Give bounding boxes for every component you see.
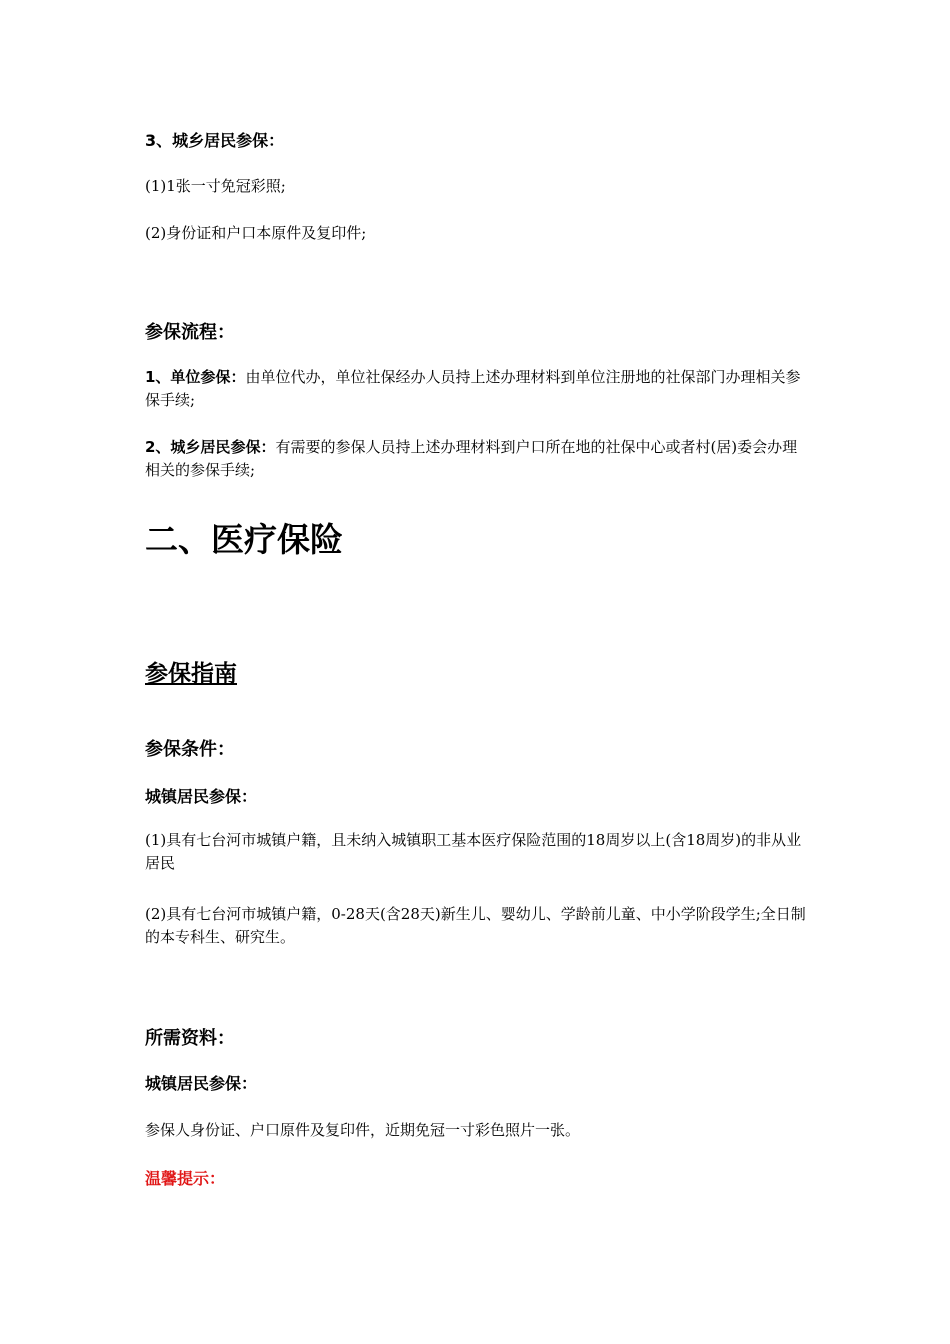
materials-text: 参保人身份证、户口原件及复印件，近期免冠一寸彩色照片一张。 — [145, 1121, 581, 1139]
process-item-1-text: 由单位代办，单位社保经办人员持上述办理材料到单位注册地的社保部门办理相关参保手续; — [145, 368, 801, 409]
warm-tip-heading: 温馨提示： — [145, 1169, 226, 1188]
guide-heading: 参保指南 — [145, 661, 237, 687]
resident-materials-heading: 3、城乡居民参保： — [145, 131, 285, 150]
condition-item-2: (2)具有七台河市城镇户籍，0-28天(含28天)新生儿、婴幼儿、学龄前儿童、中小学阶段学生;全日制的本专科生、研究生。 — [145, 905, 806, 946]
process-heading: 参保流程： — [145, 322, 235, 343]
process-item-1 — [145, 366, 810, 412]
section-title: 二、医疗保险 — [145, 520, 343, 559]
conditions-heading: 参保条件： — [145, 739, 235, 760]
resident-material-item-1: (1)1张一寸免冠彩照; — [145, 177, 286, 195]
process-item-2-text: 有需要的参保人员持上述办理材料到户口所在地的社保中心或者村(居)委会办理相关的参保手续; — [145, 438, 798, 479]
conditions-subheading: 城镇居民参保： — [145, 787, 258, 806]
materials-subheading: 城镇居民参保： — [145, 1074, 258, 1093]
condition-item-1: (1)具有七台河市城镇户籍，且未纳入城镇职工基本医疗保险范围的18周岁以上(含18周岁)的非从业居民 — [145, 831, 802, 872]
process-item-1-lead: 1、单位参保： — [145, 368, 246, 386]
resident-material-item-2: (2)身份证和户口本原件及复印件; — [145, 224, 367, 242]
process-item-2 — [145, 436, 810, 482]
process-item-2-lead: 2、城乡居民参保： — [145, 438, 276, 456]
materials-heading: 所需资料： — [145, 1028, 235, 1049]
